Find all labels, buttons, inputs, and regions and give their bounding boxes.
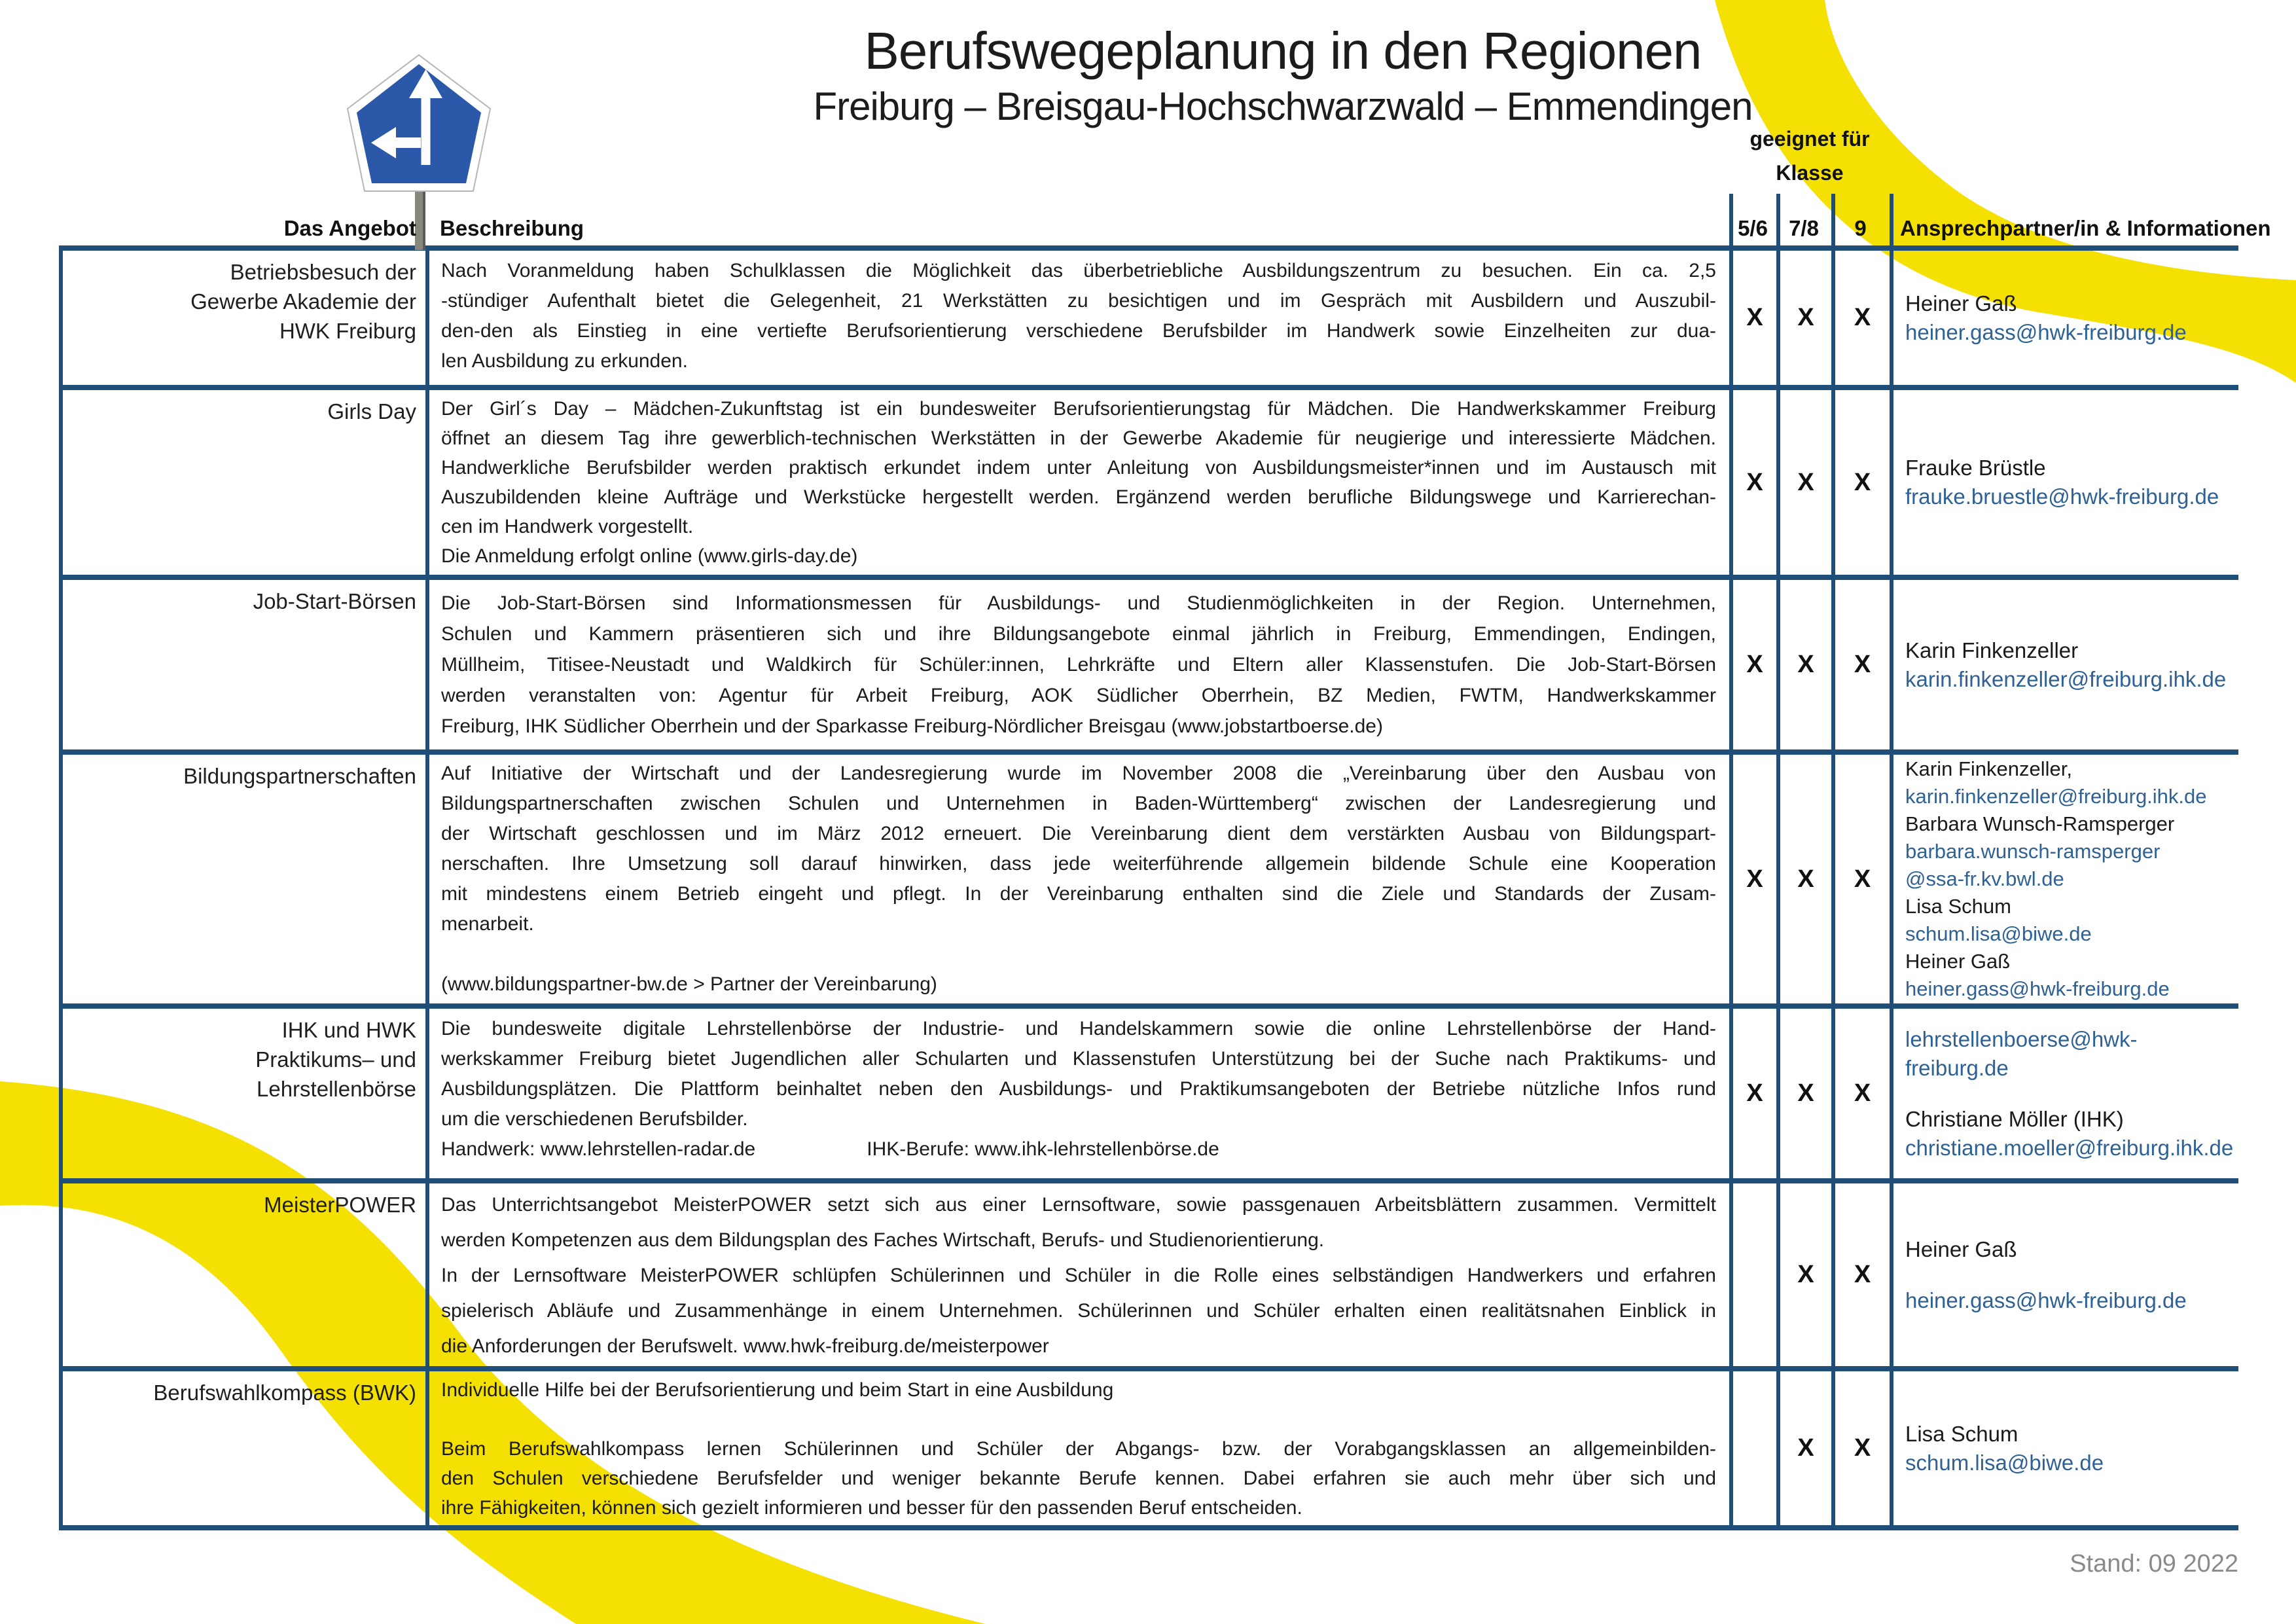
description-line: Die Job-Start-Börsen sind Informationsmessen für Ausbildungs- und Studienmöglichkeiten in der Region. Unternehmen, <box>441 592 1716 614</box>
description-line: In der Lernsoftware MeisterPOWER schlüpfen Schülerinnen und Schüler in die Rolle eines selbständigen Handwerkers und erfahren <box>441 1265 1716 1286</box>
contact-name: Karin Finkenzeller <box>1905 638 2079 662</box>
description-line: mit mindestens einem Betrieb eingeht und pflegt. In der Vereinbarung enthalten sind die Ziele und Standards der Zusam- <box>441 883 1716 905</box>
contact-name: Christiane Möller (IHK) <box>1905 1106 2124 1131</box>
description-line: Auszubildenden kleine Aufträge und Werkstücke hergestellt werden. Ergänzend werden berufliche Bildungswege und Karrierechan- <box>441 486 1716 508</box>
offer-cell <box>59 1371 425 1525</box>
column-divider <box>1890 194 1893 246</box>
offer-label: Job-Start-Börsen <box>253 589 416 613</box>
offer-cell <box>59 580 425 749</box>
contact-cell <box>1890 755 2238 1003</box>
contact-name: Karin Finkenzeller, <box>1905 757 2073 780</box>
class-mark: X <box>1854 468 1871 496</box>
contact-cell <box>1890 251 2238 385</box>
contact-name: Heiner Gaß <box>1905 950 2011 973</box>
class-mark: X <box>1746 304 1763 331</box>
column-header-class-78: 7/8 <box>1789 216 1819 240</box>
offer-cell <box>59 251 425 385</box>
email-link[interactable]: heiner.gass@hwk-freiburg.de <box>1905 319 2187 344</box>
contact-cell <box>1890 390 2238 575</box>
class-mark: X <box>1746 651 1763 678</box>
offer-cell <box>59 390 425 575</box>
description-cell <box>425 1371 1729 1525</box>
class-suitability-cell <box>1831 390 1890 575</box>
class-mark: X <box>1797 865 1814 893</box>
class-suitability-cell <box>1776 251 1831 385</box>
offer-label: Praktikums– und <box>255 1047 416 1072</box>
class-suitability-cell <box>1776 580 1831 749</box>
description-cell <box>425 390 1729 575</box>
offer-cell <box>59 1183 425 1366</box>
class-mark: X <box>1746 1079 1763 1107</box>
description-line: werden Kompetenzen aus dem Bildungsplan des Faches Wirtschaft, Berufs- und Studienorientierung. <box>441 1229 1325 1251</box>
class-mark: X <box>1746 468 1763 496</box>
offers-table <box>59 245 2238 1530</box>
column-header-class-9: 9 <box>1854 216 1867 240</box>
description-line: len Ausbildung zu erkunden. <box>441 350 688 372</box>
email-link[interactable]: karin.finkenzeller@freiburg.ihk.de <box>1905 666 2227 691</box>
straight-arrow-shaft <box>422 94 431 165</box>
class-suitability-cell <box>1831 1009 1890 1178</box>
contact-name: Frauke Brüstle <box>1905 456 2046 480</box>
table-row <box>59 251 2238 390</box>
class-mark: X <box>1854 304 1871 331</box>
class-suitability-cell <box>1729 1183 1776 1366</box>
offer-label: Betriebsbesuch der <box>230 260 416 284</box>
table-row <box>59 580 2238 755</box>
offer-label: HWK Freiburg <box>279 319 416 343</box>
description-cell <box>425 580 1729 749</box>
email-link[interactable]: karin.finkenzeller@freiburg.ihk.de <box>1905 785 2207 808</box>
class-suitability-cell <box>1729 251 1776 385</box>
description-line: Bildungspartnerschaften zwischen Schulen und Unternehmen in Baden-Württemberg“ zwischen der Landesregierung und <box>441 793 1716 814</box>
description-line: Nach Voranmeldung haben Schulklassen die Möglichkeit das überbetriebliche Ausbildungszentrum zu besuchen. Ein ca. 2,5 <box>441 260 1716 281</box>
page-title: Berufswegeplanung in den Regionen <box>864 22 1702 80</box>
description-line <box>441 1405 1716 1434</box>
table-row <box>59 1371 2238 1530</box>
description-line: nerschaften. Ihre Umsetzung soll darauf hinwirken, dass jede weiterführende allgemein bildende Schule eine Kooperation <box>441 853 1716 875</box>
class-mark: X <box>1854 1261 1871 1288</box>
contact-spacer <box>1905 1083 2234 1105</box>
class-mark: X <box>1797 1079 1814 1107</box>
email-link[interactable]: @ssa-fr.kv.bwl.de <box>1905 867 2064 890</box>
description-cell <box>425 755 1729 1003</box>
offer-label: Lehrstellenbörse <box>257 1077 416 1101</box>
class-mark: X <box>1797 1434 1814 1462</box>
class-mark: X <box>1797 468 1814 496</box>
suitable-for-class-header <box>1702 122 1918 190</box>
description-line: Schulen und Kammern präsentieren sich und ihre Bildungsangebote einmal jährlich in Freiburg, Emmendingen, Endingen, <box>441 623 1716 645</box>
class-mark: X <box>1797 304 1814 331</box>
description-cell <box>425 1009 1729 1178</box>
klasse-line: Klasse <box>1776 161 1844 185</box>
class-mark: X <box>1797 1261 1814 1288</box>
column-header-description: Beschreibung <box>440 216 584 240</box>
class-suitability-cell <box>1729 1371 1776 1525</box>
class-suitability-cell <box>1776 1183 1831 1366</box>
class-suitability-cell <box>1776 390 1831 575</box>
offer-label: MeisterPOWER <box>264 1193 416 1217</box>
description-line: (www.bildungspartner-bw.de > Partner der Vereinbarung) <box>441 973 937 995</box>
offer-cell <box>59 755 425 1003</box>
description-links-line <box>441 1134 1716 1164</box>
column-header-class-56: 5/6 <box>1738 216 1768 240</box>
description-line: menarbeit. <box>441 913 534 935</box>
email-link[interactable]: heiner.gass@hwk-freiburg.de <box>1905 977 2170 1000</box>
description-line: Handwerkliche Berufsbilder werden praktisch erkundet indem unter Anleitung von Ausbildungsmeister*innen und im Austausch mit <box>441 457 1716 478</box>
ihk-link-text: IHK-Berufe: www.ihk-lehrstellenbörse.de <box>867 1138 1219 1160</box>
contact-cell <box>1890 1009 2238 1178</box>
column-header-contact: Ansprechpartner/in & Informationen <box>1900 216 2271 240</box>
contact-cell <box>1890 1371 2238 1525</box>
offer-cell <box>59 1009 425 1178</box>
class-mark: X <box>1854 1434 1871 1462</box>
table-row <box>59 1183 2238 1371</box>
class-suitability-cell <box>1729 580 1776 749</box>
email-link[interactable]: lehrstellenboerse@hwk-freiburg.de <box>1905 1026 2138 1080</box>
column-header-offer: Das Angebot <box>283 216 416 240</box>
email-link[interactable]: barbara.wunsch-ramsperger <box>1905 840 2161 863</box>
class-suitability-cell <box>1776 1009 1831 1178</box>
class-mark: X <box>1746 865 1763 893</box>
version-date: Stand: 09 2022 <box>2070 1550 2238 1578</box>
contact-cell <box>1890 580 2238 749</box>
description-line: Die bundesweite digitale Lehrstellenbörse der Industrie- und Handelskammern sowie die online Lehrstellenbörse der Hand- <box>441 1018 1716 1039</box>
description-cell <box>425 251 1729 385</box>
email-link[interactable]: frauke.bruestle@hwk-freiburg.de <box>1905 484 2219 509</box>
email-link[interactable]: schum.lisa@biwe.de <box>1905 922 2092 945</box>
class-suitability-cell <box>1831 580 1890 749</box>
class-mark: X <box>1797 651 1814 678</box>
description-line: spielerisch Abläufe und Zusammenhänge in einem Unternehmen. Schülerinnen und Schüler erhalten einen realitätsnahen Einblick in <box>441 1300 1716 1322</box>
class-suitability-cell <box>1776 1371 1831 1525</box>
class-suitability-cell <box>1729 390 1776 575</box>
class-mark: X <box>1854 865 1871 893</box>
description-line: der Wirtschaft geschlossen und im März 2012 erneuert. Die Vereinbarung dient dem verstärkten Ausbau von Bildungspart- <box>441 823 1716 844</box>
contact-name: Heiner Gaß <box>1905 291 2017 316</box>
class-suitability-cell <box>1729 1009 1776 1178</box>
description-line: Auf Initiative der Wirtschaft und der Landesregierung wurde im November 2008 die „Vereinbarung über den Ausbau von <box>441 763 1716 784</box>
offer-label: Berufswahlkompass (BWK) <box>153 1380 416 1405</box>
description-line: Freiburg, IHK Südlicher Oberrhein und der Sparkasse Freiburg-Nördlicher Breisgau (www.jobstartboerse.de) <box>441 715 1383 737</box>
description-line: Die Anmeldung erfolgt online (www.girls-day.de) <box>441 545 858 567</box>
page-subtitle: Freiburg – Breisgau-Hochschwarzwald – Emmendingen <box>813 84 1753 128</box>
table-row <box>59 1009 2238 1183</box>
contact-cell <box>1890 1183 2238 1366</box>
table-row <box>59 390 2238 580</box>
description-line: um die verschiedenen Berufsbilder. <box>441 1108 748 1130</box>
description-line: Ausbildungsplätzen. Die Plattform beinhaltet neben den Ausbildungs- und Praktikumsangeboten der Betriebe nützliche Infos rund <box>441 1078 1716 1100</box>
offer-label: Girls Day <box>327 399 416 424</box>
description-line: -stündiger Aufenthalt bietet die Gelegenheit, 21 Werkstätten zu besichtigen und im Gespräch mit Ausbildern und Auszubil- <box>441 290 1716 312</box>
class-mark: X <box>1854 1079 1871 1107</box>
class-suitability-cell <box>1831 1371 1890 1525</box>
class-suitability-cell <box>1831 251 1890 385</box>
class-suitability-cell <box>1729 755 1776 1003</box>
offer-label: Bildungspartnerschaften <box>183 764 416 788</box>
description-line: den-den als Einstieg in eine vertiefte Berufsorientierung verschiedene Berufsbilder im Handwerk sowie Einzelheiten zur dua- <box>441 320 1716 342</box>
contact-name: Lisa Schum <box>1905 895 2011 918</box>
class-mark: X <box>1854 651 1871 678</box>
description-line: den Schulen verschiedene Berufsfelder und weniger bekannte Berufe kennen. Dabei erfahren sie auch mehr über sich und <box>441 1468 1716 1489</box>
offer-label: IHK und HWK <box>281 1018 416 1042</box>
description-line: werkskammer Freiburg bietet Jugendlichen aller Schularten und Klassenstufen Unterstützung bei der Suche nach Praktikums- und <box>441 1048 1716 1070</box>
description-cell <box>425 1183 1729 1366</box>
description-line: Der Girl´s Day – Mädchen-Zukunftstag ist ein bundesweiter Berufsorientierungstag für Mädchen. Die Handwerkskammer Freiburg <box>441 398 1716 420</box>
class-suitability-cell <box>1776 755 1831 1003</box>
description-line: Individuelle Hilfe bei der Berufsorientierung und beim Start in eine Ausbildung <box>441 1379 1114 1401</box>
contact-spacer <box>1905 1264 2234 1286</box>
email-link[interactable]: heiner.gass@hwk-freiburg.de <box>1905 1288 2187 1312</box>
contact-name: Lisa Schum <box>1905 1421 2018 1446</box>
description-line: öffnet an diesem Tag ihre gewerblich-technischen Werkstätten in der Gewerbe Akademie für neugierige und interessierte Mädchen. <box>441 427 1716 449</box>
description-line: ihre Fähigkeiten, können sich gezielt informieren und besser für den passenden Beruf entscheiden. <box>441 1497 1302 1519</box>
suitable-for-line: geeignet für <box>1749 127 1870 151</box>
description-line: Müllheim, Titisee-Neustadt und Waldkirch für Schüler:innen, Lehrkräfte und Eltern aller Klassenstufen. Die Job-Start-Börsen <box>441 654 1716 676</box>
email-link[interactable]: schum.lisa@biwe.de <box>1905 1450 2104 1475</box>
contact-name: Barbara Wunsch-Ramsperger <box>1905 812 2175 835</box>
description-line: Das Unterrichtsangebot MeisterPOWER setzt sich aus einer Lernsoftware, sowie passgenauen Arbeitsblättern zusammen. Vermittelt <box>441 1194 1716 1216</box>
class-suitability-cell <box>1831 1183 1890 1366</box>
class-suitability-cell <box>1831 755 1890 1003</box>
description-line: Beim Berufswahlkompass lernen Schülerinnen und Schüler der Abgangs- bzw. der Vorabgangsklassen an allgemeinbilden- <box>441 1438 1716 1460</box>
table-row <box>59 755 2238 1009</box>
description-line: die Anforderungen der Berufswelt. www.hwk-freiburg.de/meisterpower <box>441 1335 1049 1357</box>
handwerk-link-text: Handwerk: www.lehrstellen-radar.de <box>441 1138 756 1160</box>
description-line <box>441 939 1716 969</box>
description-line: werden veranstalten von: Agentur für Arbeit Freiburg, AOK Südlicher Oberrhein, BZ Medien, FWTM, Handwerkskammer <box>441 685 1716 706</box>
email-link[interactable]: christiane.moeller@freiburg.ihk.de <box>1905 1135 2234 1160</box>
contact-name: Heiner Gaß <box>1905 1236 2017 1261</box>
offer-label: Gewerbe Akademie der <box>190 289 416 314</box>
description-line: cen im Handwerk vorgestellt. <box>441 516 694 537</box>
